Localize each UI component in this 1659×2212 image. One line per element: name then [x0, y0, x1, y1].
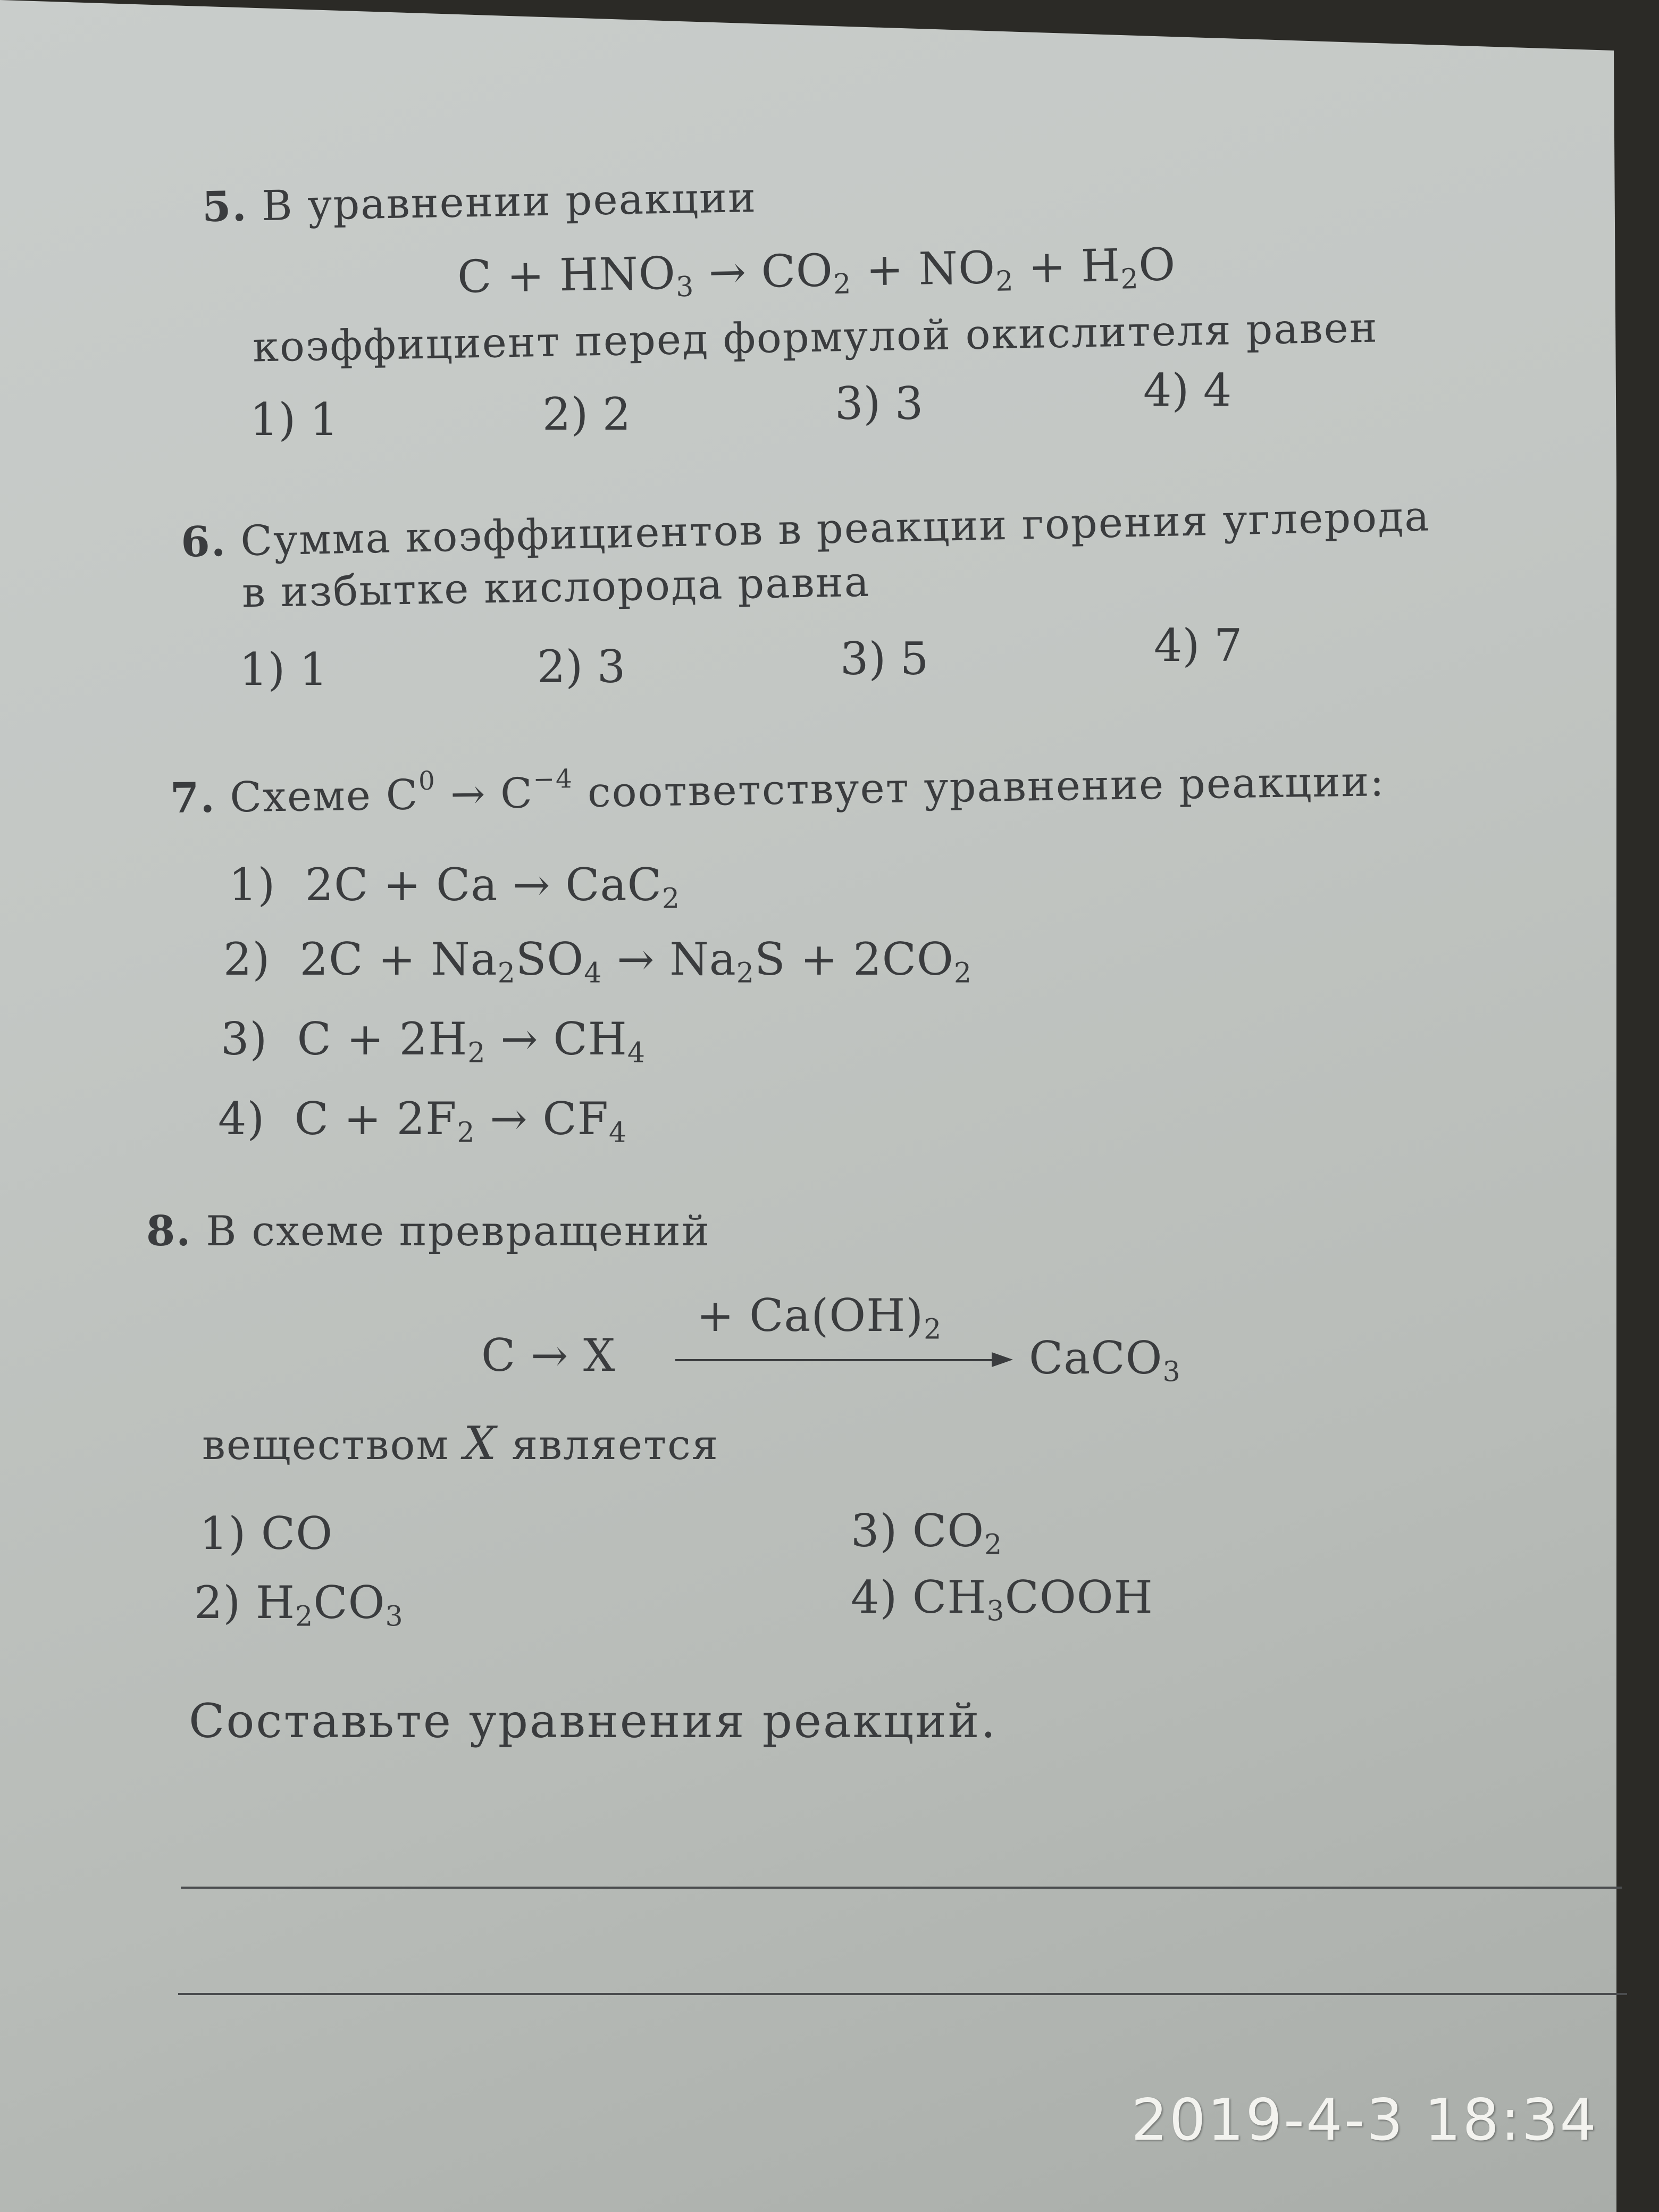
photo-timestamp: 2019-4-3 18:34: [1131, 2087, 1598, 2154]
q5-option-1: 1) 1: [250, 393, 339, 446]
q8-option-4: 4) $CH_3COOH$: [851, 1571, 1153, 1628]
q8-scheme-product: CaCO$_3$: [1029, 1332, 1181, 1388]
q7-option-3: 3) $C + 2H_2 \to CH_4$: [221, 1013, 646, 1069]
q6-option-2: 2) 3: [537, 641, 626, 693]
q8-scheme-arrowhead: [992, 1352, 1013, 1367]
q8-header: [146, 1207, 710, 1255]
q5-text: В уравнении реакции: [261, 173, 757, 231]
q8-option-3: 3) $CO_2$: [851, 1505, 1003, 1561]
q8-text2: веществом X является: [202, 1417, 719, 1470]
q8-number: 8.: [146, 1207, 192, 1255]
q6-option-1: 1) 1: [239, 643, 328, 696]
answer-line-2: [178, 1993, 1627, 1995]
q5-option-4: 4) 4: [1143, 364, 1232, 416]
q7-option-4: 4) $C + 2F_2 \to CF_4$: [218, 1093, 627, 1149]
q8-scheme-arrow: [675, 1359, 994, 1361]
answer-line-1: [181, 1887, 1622, 1889]
q5-text2: коэффициент перед формулой окислителя равен: [252, 304, 1379, 372]
q7-number: 7.: [170, 773, 216, 823]
q8-text: В схеме превращений: [206, 1208, 710, 1255]
q5-number: 5.: [202, 182, 248, 232]
task-instruction: Составьте уравнения реакций.: [189, 1694, 998, 1748]
q6-text-line1: Сумма коэффициентов в реакции горения углерода: [240, 492, 1431, 566]
q6-option-4: 4) 7: [1154, 619, 1243, 672]
q6-number: 6.: [180, 517, 227, 567]
q7-header: 7. Схеме $C^0 \to C^{-4}$ соответствует уравнение реакции:: [170, 758, 1386, 823]
q5-equation: $C + HNO_3 \to CO_2 + NO_2 + H_2O$: [457, 238, 1177, 304]
q5-option-3: 3) 3: [835, 378, 924, 430]
q8-scheme-left: C → X: [481, 1329, 616, 1381]
q6-option-3: 3) 5: [840, 633, 929, 685]
q8-option-2: 2) $H_2CO_3$: [194, 1577, 404, 1633]
q6-text-line2: в избытке кислорода равна: [241, 558, 870, 617]
q8-scheme-reagent: + $Ca(OH)_2$: [697, 1289, 942, 1346]
q7-option-2: 2) $2C + Na_2SO_4 \to Na_2S + 2CO_2$: [223, 933, 972, 990]
q8-option-1: 1) CO: [199, 1507, 333, 1560]
q5-option-2: 2) 2: [542, 388, 631, 440]
q5-header: [202, 173, 757, 231]
q7-option-1: 1) 2C + Ca → CaC$_2$: [229, 859, 681, 915]
